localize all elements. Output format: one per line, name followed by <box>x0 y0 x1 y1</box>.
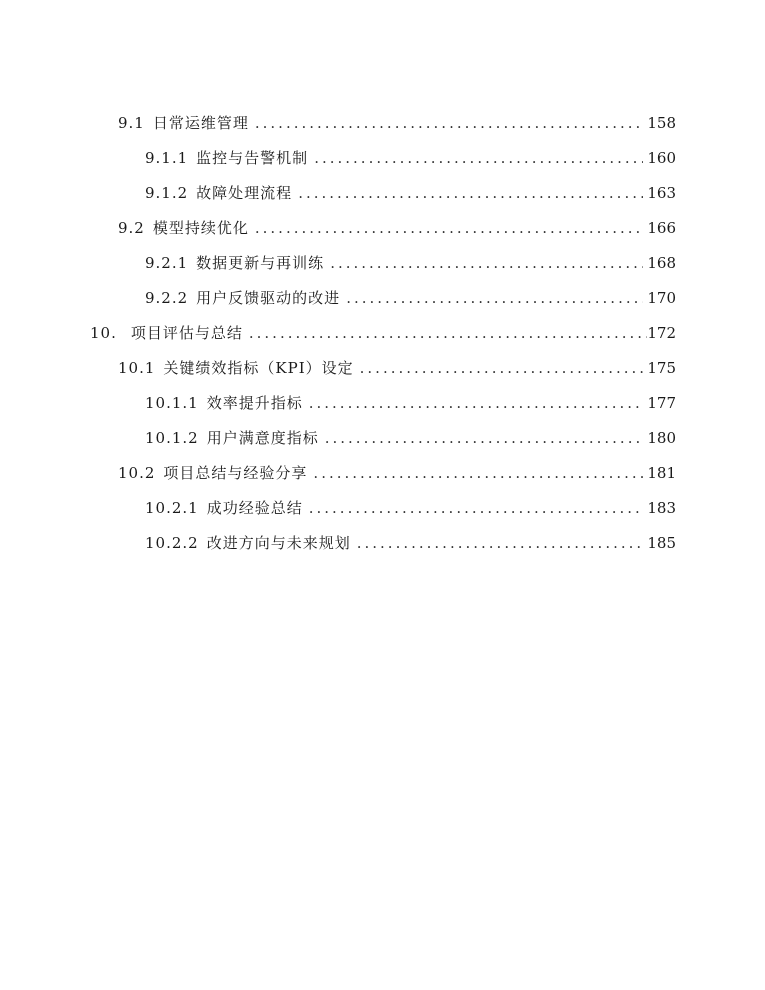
toc-entry-title: 用户反馈驱动的改进 <box>196 289 341 307</box>
toc-entry-9-1-1[interactable] <box>145 147 676 171</box>
toc-entry-number: 10. <box>90 324 117 342</box>
toc-entry-title: 日常运维管理 <box>152 114 249 132</box>
dot-leader <box>255 219 643 237</box>
toc-entry-page: 172 <box>647 324 676 342</box>
dot-leader <box>360 359 644 377</box>
toc-entry-9-2[interactable] <box>118 217 676 241</box>
toc-entry-number: 9.1 <box>118 114 145 132</box>
toc-entry-number: 10.1 <box>118 359 156 377</box>
toc-entry-9-1[interactable] <box>118 112 676 136</box>
toc-entry-number: 9.1.1 <box>145 149 189 167</box>
toc-entry-title: 改进方向与未来规划 <box>206 534 351 552</box>
toc-entry-number: 9.1.2 <box>145 184 189 202</box>
toc-entry-title: 关键绩效指标（KPI）设定 <box>163 359 354 377</box>
dot-leader <box>314 149 643 167</box>
dot-leader <box>357 534 644 552</box>
toc-entry-title: 成功经验总结 <box>206 499 303 517</box>
toc-entry-page: 180 <box>647 429 676 447</box>
toc-entry-10-2-2[interactable] <box>145 532 676 556</box>
dot-leader <box>249 324 647 342</box>
toc-entry-10-2-1[interactable] <box>145 497 676 521</box>
toc-entry-title: 用户满意度指标 <box>206 429 319 447</box>
toc-entry-9-2-2[interactable] <box>145 287 676 311</box>
toc-entry-number: 10.1.2 <box>145 429 199 447</box>
toc-entry-page: 168 <box>647 254 676 272</box>
toc-entry-page: 158 <box>647 114 676 132</box>
dot-leader <box>255 114 643 132</box>
dot-leader <box>313 464 643 482</box>
toc-entry-number: 10.2.2 <box>145 534 199 552</box>
toc-entry-page: 185 <box>647 534 676 552</box>
toc-entry-9-2-1[interactable] <box>145 252 676 276</box>
toc-entry-10-1-1[interactable] <box>145 392 676 416</box>
toc-entry-title: 数据更新与再训练 <box>196 254 325 272</box>
toc-entry-page: 181 <box>647 464 676 482</box>
toc-entry-number: 9.2 <box>118 219 145 237</box>
dot-leader <box>330 254 643 272</box>
toc-entry-page: 166 <box>647 219 676 237</box>
toc-entry-10-1[interactable] <box>118 357 676 381</box>
toc-entry-title: 监控与告警机制 <box>196 149 309 167</box>
toc-entry-10[interactable] <box>90 322 676 346</box>
toc-entry-title: 项目总结与经验分享 <box>163 464 308 482</box>
toc-entry-10-2[interactable] <box>118 462 676 486</box>
dot-leader <box>346 289 643 307</box>
toc-entry-number: 9.2.2 <box>145 289 189 307</box>
toc-entry-page: 177 <box>647 394 676 412</box>
toc-entry-page: 175 <box>647 359 676 377</box>
dot-leader <box>298 184 643 202</box>
toc-entry-title: 效率提升指标 <box>206 394 303 412</box>
toc-entry-9-1-2[interactable] <box>145 182 676 206</box>
toc-entry-title: 故障处理流程 <box>196 184 293 202</box>
toc-entry-page: 170 <box>647 289 676 307</box>
toc-entry-number: 10.2.1 <box>145 499 199 517</box>
toc-entry-number: 10.1.1 <box>145 394 199 412</box>
toc-entry-page: 163 <box>647 184 676 202</box>
toc-entry-title: 模型持续优化 <box>152 219 249 237</box>
dot-leader <box>309 499 644 517</box>
dot-leader <box>325 429 644 447</box>
toc-entry-title: 项目评估与总结 <box>130 324 243 342</box>
toc-entry-page: 160 <box>647 149 676 167</box>
toc-entry-number: 9.2.1 <box>145 254 189 272</box>
toc-entry-number: 10.2 <box>118 464 156 482</box>
toc-entry-10-1-2[interactable] <box>145 427 676 451</box>
toc-entry-page: 183 <box>647 499 676 517</box>
dot-leader <box>309 394 644 412</box>
